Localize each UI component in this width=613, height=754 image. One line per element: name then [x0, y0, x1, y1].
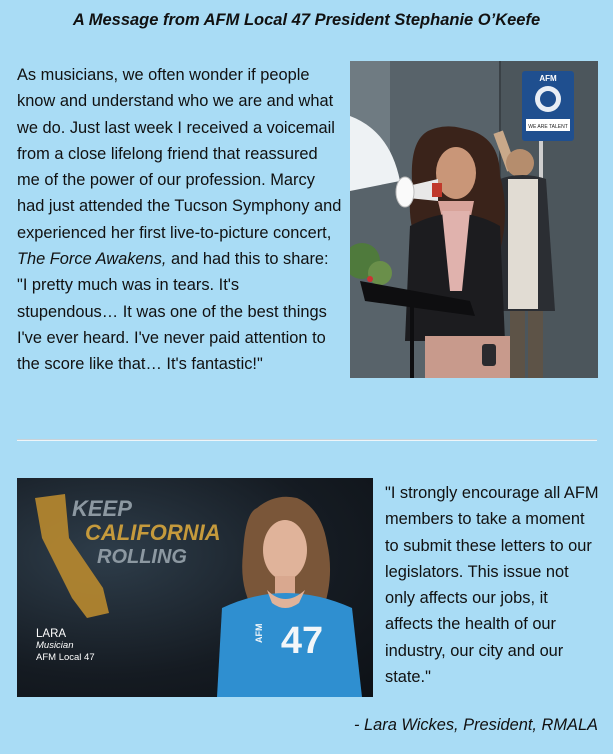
banner-line-1: KEEP — [72, 496, 132, 521]
lara-quote: "I strongly encourage all AFM members to take a moment to submit these letters to our legislators. This issue not only affects our jobs, it affects the health of our industry, our city and our state." — [385, 484, 599, 687]
rally-scene — [350, 61, 598, 378]
caption-org: AFM Local 47 — [36, 652, 95, 663]
caption-name: LARA — [36, 628, 67, 640]
section-divider — [17, 439, 597, 441]
banner-line-3: ROLLING — [97, 546, 187, 568]
video-still — [17, 478, 373, 697]
shirt-small-text: AFM — [254, 623, 264, 643]
sign-strip-text: WE ARE TALENT — [528, 124, 568, 130]
quote-attribution: - Lara Wickes, President, RMALA — [354, 716, 598, 734]
message-text-start: As musicians, we often wonder if people know and understand who we are and what we do. Just last week I received a voicemail from a close lifelong friend that reassured me of the power of our profession. Marcy had just attended the Tucson Symphony and experienced her first live-to-picture concert, — [17, 66, 342, 242]
film-title: The Force Awakens, — [17, 250, 167, 269]
shirt-number: 47 — [280, 620, 324, 662]
video-caption — [36, 628, 95, 664]
campaign-video-frame — [17, 478, 373, 697]
caption-role: Musician — [36, 640, 74, 651]
page-title: A Message from AFM Local 47 President Stephanie O’Keefe — [72, 11, 541, 29]
message-text-end: and had this to share: "I pretty much was in tears. It's stupendous… It was one of the best things I've ever heard. I've never paid attention to the score like that… It's fantastic!" — [17, 250, 329, 374]
sign-text: AFM — [539, 74, 557, 83]
banner-line-2: CALIFORNIA — [85, 520, 221, 545]
president-photo — [350, 61, 598, 378]
president-message — [17, 62, 342, 378]
